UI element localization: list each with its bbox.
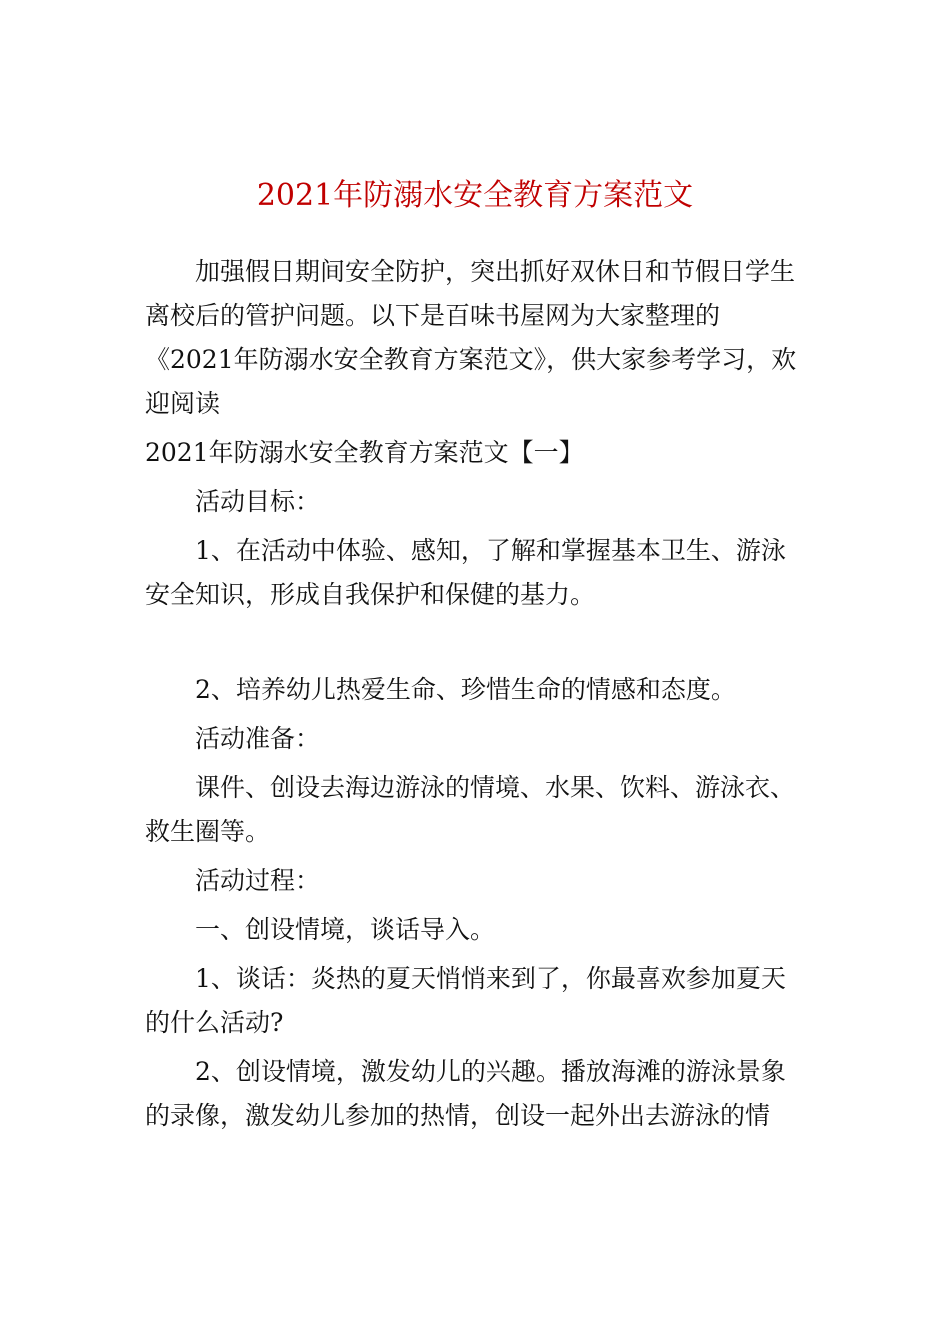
paragraph-gap <box>145 622 805 668</box>
goal-heading: 活动目标： <box>195 487 321 516</box>
preparation-text: 课件、创设去海边游泳的情境、水果、饮料、游泳衣、救生圈等。 <box>145 773 796 846</box>
section-heading: 2021年防溺水安全教育方案范文【一】 <box>145 438 584 467</box>
process-heading: 活动过程： <box>195 866 321 895</box>
preparation-heading: 活动准备： <box>195 724 321 753</box>
process-step-1-heading: 一、创设情境，谈话导入。 <box>195 915 496 944</box>
process-step-1-item-1: 1、谈话：炎热的夏天悄悄来到了，你最喜欢参加夏天的什么活动? <box>145 964 786 1037</box>
document-title: 2021年防溺水安全教育方案范文 <box>256 178 694 213</box>
intro-paragraph: 加强假日期间安全防护，突出抓好双休日和节假日学生离校后的管护问题。以下是百味书屋网为大家整理的《2021年防溺水安全教育方案范文》，供大家参考学习，欢迎阅读 <box>145 257 797 418</box>
goal-item-1: 1、在活动中体验、感知，了解和掌握基本卫生、游泳安全知识，形成自我保护和保健的基力。 <box>145 536 786 609</box>
document-body <box>145 250 805 1143</box>
process-step-1-item-2: 2、创设情境，激发幼儿的兴趣。播放海滩的游泳景象的录像，激发幼儿参加的热情，创设一起外出去游泳的情 <box>145 1057 786 1130</box>
goal-item-2: 2、培养幼儿热爱生命、珍惜生命的情感和态度。 <box>195 675 736 704</box>
